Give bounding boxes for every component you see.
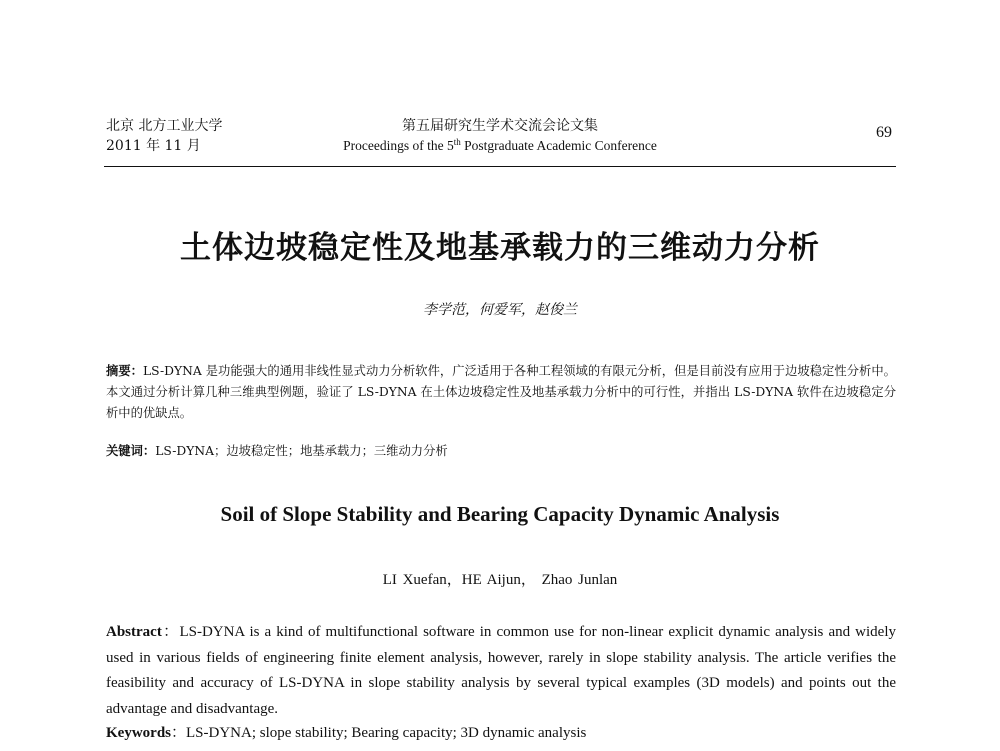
keywords-cn xyxy=(106,440,896,462)
header-proceedings-en-suffix: Postgraduate Academic Conference xyxy=(460,138,657,153)
abstract-cn-text: LS-DYNA 是功能强大的通用非线性显式动力分析软件，广泛适用于各种工程领域的有限元分析，但是目前没有应用于边坡稳定性分析中。本文通过分析计算几种三维典型例题，验证了 LS-DYNA 在土体边坡稳定性及地基承载力分析中的可行性，并指出 LS-DYNA 软件在边坡稳定分析中的优缺点。 xyxy=(106,364,896,420)
header-proceedings-cn: 第五届研究生学术交流会论文集 xyxy=(402,118,598,134)
header-proceedings-en xyxy=(310,136,690,156)
header-proceedings-en-sup: th xyxy=(453,137,461,147)
authors-cn: 李学范，何爱军，赵俊兰 xyxy=(423,302,577,318)
abstract-cn-label: 摘要： xyxy=(106,363,143,378)
header-affiliation xyxy=(106,116,222,156)
keywords-en-label: Keywords xyxy=(106,725,171,741)
header-proceedings xyxy=(310,116,690,156)
paper-title-en: Soil of Slope Stability and Bearing Capacity Dynamic Analysis xyxy=(220,502,780,526)
keywords-en-text: LS-DYNA; slope stability; Bearing capacity; 3D dynamic analysis xyxy=(186,725,587,741)
abstract-en-sep: ： xyxy=(161,624,180,640)
authors-en: LI Xuefan，HE Aijun， Zhao Junlan xyxy=(382,572,618,588)
abstract-cn xyxy=(106,360,896,424)
keywords-cn-label: 关键词： xyxy=(106,443,156,458)
paper-title-cn: 土体边坡稳定性及地基承载力的三维动力分析 xyxy=(180,230,820,266)
page-number: 69 xyxy=(876,124,892,141)
header-date: 2011 年 11 月 xyxy=(106,138,201,154)
header-location: 北京 北方工业大学 xyxy=(106,118,223,134)
header-rule xyxy=(104,166,896,167)
abstract-en-text: LS-DYNA is a kind of multifunctional software in common use for non-linear explicit dynamic analysis and widely used in various fields of engineering finite element analysis, however, rarely in slope stability analysis. The article verifies the feasibility and accuracy of LS-DYNA in slope stability analysis by several typical examples (3D models) and points out the advantage and disadvantage. xyxy=(106,624,896,717)
keywords-cn-text: LS-DYNA；边坡稳定性；地基承载力；三维动力分析 xyxy=(155,444,448,458)
abstract-en-label: Abstract xyxy=(106,624,162,640)
keywords-en-sep: ： xyxy=(171,725,187,741)
abstract-en xyxy=(106,620,896,722)
keywords-en xyxy=(106,722,896,744)
header-proceedings-en-prefix: Proceedings of the 5 xyxy=(343,138,454,153)
